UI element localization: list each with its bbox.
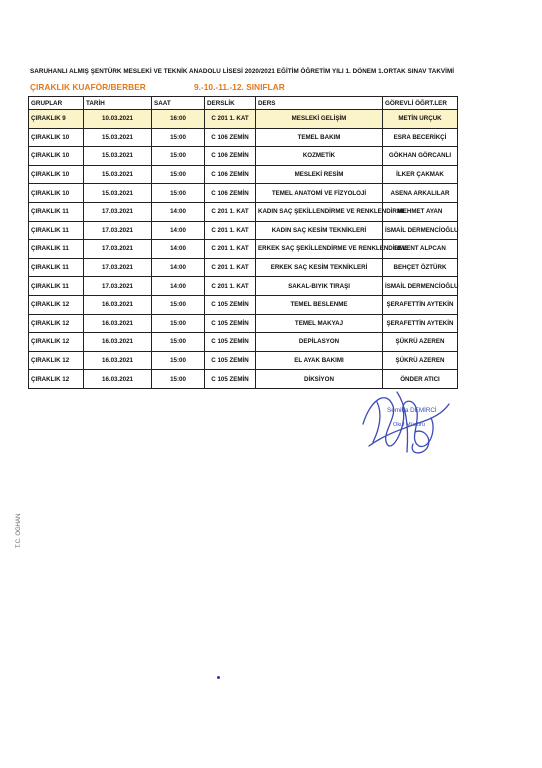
stamp-title-text: Okul Müdürü	[393, 422, 426, 428]
cell-date: 16.03.2021	[84, 351, 152, 370]
cell-time: 14:00	[152, 202, 205, 221]
cell-group: ÇIRAKLIK 11	[29, 258, 84, 277]
cell-date: 15.03.2021	[84, 165, 152, 184]
cell-group: ÇIRAKLIK 10	[29, 165, 84, 184]
cell-date: 16.03.2021	[84, 314, 152, 333]
cell-time: 15:00	[152, 314, 205, 333]
cell-time: 16:00	[152, 110, 205, 129]
table-row	[29, 110, 458, 129]
document-title: SARUHANLI ALMIŞ ŞENTÜRK MESLEKİ VE TEKNİK ANADOLU LİSESİ 2020/2021 EĞİTİM ÖĞRETİM YILI 1. DÖNEM 1.ORTAK SINAV TAKVİMİ	[30, 68, 455, 75]
cell-teacher: İLKER ÇAKMAK	[383, 165, 458, 184]
header-room: DERSLİK	[205, 97, 256, 110]
table-row	[29, 165, 458, 184]
cell-time: 15:00	[152, 184, 205, 203]
header-groups: GRUPLAR	[29, 97, 84, 110]
cell-subject: ERKEK SAÇ ŞEKİLLENDİRME VE RENKLENDİRME	[256, 240, 383, 259]
cell-teacher: BEHÇET ÖZTÜRK	[383, 258, 458, 277]
cell-room: C 105 ZEMİN	[205, 333, 256, 352]
cell-subject: DEPİLASYON	[256, 333, 383, 352]
cell-group: ÇIRAKLIK 11	[29, 240, 84, 259]
header-teachers: GÖREVLİ ÖĞRT.LER	[383, 97, 458, 110]
section-title-program: ÇIRAKLIK KUAFÖR/BERBER	[30, 82, 146, 92]
cell-date: 17.03.2021	[84, 240, 152, 259]
cell-room: C 105 ZEMİN	[205, 314, 256, 333]
cell-room: C 106 ZEMİN	[205, 147, 256, 166]
cell-date: 15.03.2021	[84, 184, 152, 203]
cell-time: 15:00	[152, 165, 205, 184]
cell-group: ÇIRAKLIK 11	[29, 221, 84, 240]
cell-group: ÇIRAKLIK 11	[29, 202, 84, 221]
cell-time: 15:00	[152, 370, 205, 389]
table-row	[29, 351, 458, 370]
cell-subject: SAKAL-BIYIK TIRAŞI	[256, 277, 383, 296]
table-row	[29, 128, 458, 147]
cell-teacher: LEVENT ALPCAN	[383, 240, 458, 259]
cell-date: 15.03.2021	[84, 128, 152, 147]
cell-date: 17.03.2021	[84, 277, 152, 296]
cell-teacher: ŞERAFETTİN AYTEKİN	[383, 314, 458, 333]
cell-teacher: METİN URÇUK	[383, 110, 458, 129]
table-header-row	[29, 97, 458, 110]
cell-teacher: GÖKHAN GÖRCANLI	[383, 147, 458, 166]
cell-teacher: ŞÜKRÜ AZEREN	[383, 333, 458, 352]
cell-subject: KADIN SAÇ ŞEKİLLENDİRME VE RENKLENDİRME	[256, 202, 383, 221]
stamp-name-text: Semiha DEMİRCİ	[387, 407, 437, 414]
cell-subject: MESLEKİ GELİŞİM	[256, 110, 383, 129]
cell-subject: TEMEL MAKYAJ	[256, 314, 383, 333]
cell-room: C 201 1. KAT	[205, 277, 256, 296]
table-row	[29, 221, 458, 240]
cell-time: 14:00	[152, 221, 205, 240]
table-row	[29, 202, 458, 221]
cell-teacher: ASENA ARKALILAR	[383, 184, 458, 203]
cell-date: 17.03.2021	[84, 258, 152, 277]
cell-time: 15:00	[152, 128, 205, 147]
cell-date: 10.03.2021	[84, 110, 152, 129]
cell-room: C 106 ZEMİN	[205, 184, 256, 203]
cell-date: 17.03.2021	[84, 221, 152, 240]
cell-time: 14:00	[152, 277, 205, 296]
cell-time: 15:00	[152, 147, 205, 166]
cell-group: ÇIRAKLIK 12	[29, 295, 84, 314]
cell-group: ÇIRAKLIK 10	[29, 147, 84, 166]
cell-group: ÇIRAKLIK 12	[29, 333, 84, 352]
cell-time: 15:00	[152, 295, 205, 314]
table-row	[29, 314, 458, 333]
header-time: SAAT	[152, 97, 205, 110]
cell-room: C 201 1. KAT	[205, 202, 256, 221]
cell-time: 14:00	[152, 258, 205, 277]
cell-teacher: ŞÜKRÜ AZEREN	[383, 351, 458, 370]
cell-room: C 106 ZEMİN	[205, 165, 256, 184]
table-row	[29, 147, 458, 166]
table-row	[29, 240, 458, 259]
cell-teacher: ESRA BECERİKÇİ	[383, 128, 458, 147]
cell-subject: ERKEK SAÇ KESİM TEKNİKLERİ	[256, 258, 383, 277]
cell-room: C 105 ZEMİN	[205, 370, 256, 389]
table-row	[29, 277, 458, 296]
cell-subject: DİKSİYON	[256, 370, 383, 389]
cell-room: C 106 ZEMİN	[205, 128, 256, 147]
cell-date: 15.03.2021	[84, 147, 152, 166]
cell-room: C 105 ZEMİN	[205, 351, 256, 370]
exam-schedule-table	[28, 96, 458, 389]
cell-subject: MESLEKİ RESİM	[256, 165, 383, 184]
cell-group: ÇIRAKLIK 12	[29, 314, 84, 333]
cell-teacher: ÖNDER ATICI	[383, 370, 458, 389]
table-row	[29, 258, 458, 277]
cell-subject: KOZMETİK	[256, 147, 383, 166]
section-title-grades: 9.-10.-11.-12. SINIFLAR	[194, 82, 285, 92]
header-subject: DERS	[256, 97, 383, 110]
cell-room: C 201 1. KAT	[205, 258, 256, 277]
cell-subject: TEMEL BESLENME	[256, 295, 383, 314]
principal-signature-stamp	[357, 384, 453, 462]
cell-group: ÇIRAKLIK 9	[29, 110, 84, 129]
table-row	[29, 333, 458, 352]
cell-time: 15:00	[152, 333, 205, 352]
cell-teacher: ŞERAFETTİN AYTEKİN	[383, 295, 458, 314]
cell-room: C 201 1. KAT	[205, 221, 256, 240]
header-date: TARİH	[84, 97, 152, 110]
cell-group: ÇIRAKLIK 10	[29, 128, 84, 147]
cell-group: ÇIRAKLIK 11	[29, 277, 84, 296]
cell-subject: TEMEL ANATOMİ VE FİZYOLOJİ	[256, 184, 383, 203]
cell-teacher: MEHMET AYAN	[383, 202, 458, 221]
cell-date: 16.03.2021	[84, 333, 152, 352]
cell-group: ÇIRAKLIK 10	[29, 184, 84, 203]
cell-group: ÇIRAKLIK 12	[29, 370, 84, 389]
cell-subject: KADIN SAÇ KESİM TEKNİKLERİ	[256, 221, 383, 240]
cell-time: 14:00	[152, 240, 205, 259]
table-row	[29, 295, 458, 314]
cell-teacher: İSMAİL DERMENCİOĞLU	[383, 221, 458, 240]
cell-date: 16.03.2021	[84, 370, 152, 389]
cell-room: C 105 ZEMİN	[205, 295, 256, 314]
side-margin-mark: T.C. OGHAN	[16, 513, 22, 548]
cell-date: 17.03.2021	[84, 202, 152, 221]
ink-dot	[217, 676, 220, 679]
table-row	[29, 184, 458, 203]
cell-subject: TEMEL BAKIM	[256, 128, 383, 147]
cell-group: ÇIRAKLIK 12	[29, 351, 84, 370]
cell-time: 15:00	[152, 351, 205, 370]
cell-room: C 201 1. KAT	[205, 240, 256, 259]
cell-subject: EL AYAK BAKIMI	[256, 351, 383, 370]
cell-teacher: İSMAİL DERMENCİOĞLU	[383, 277, 458, 296]
cell-date: 16.03.2021	[84, 295, 152, 314]
cell-room: C 201 1. KAT	[205, 110, 256, 129]
